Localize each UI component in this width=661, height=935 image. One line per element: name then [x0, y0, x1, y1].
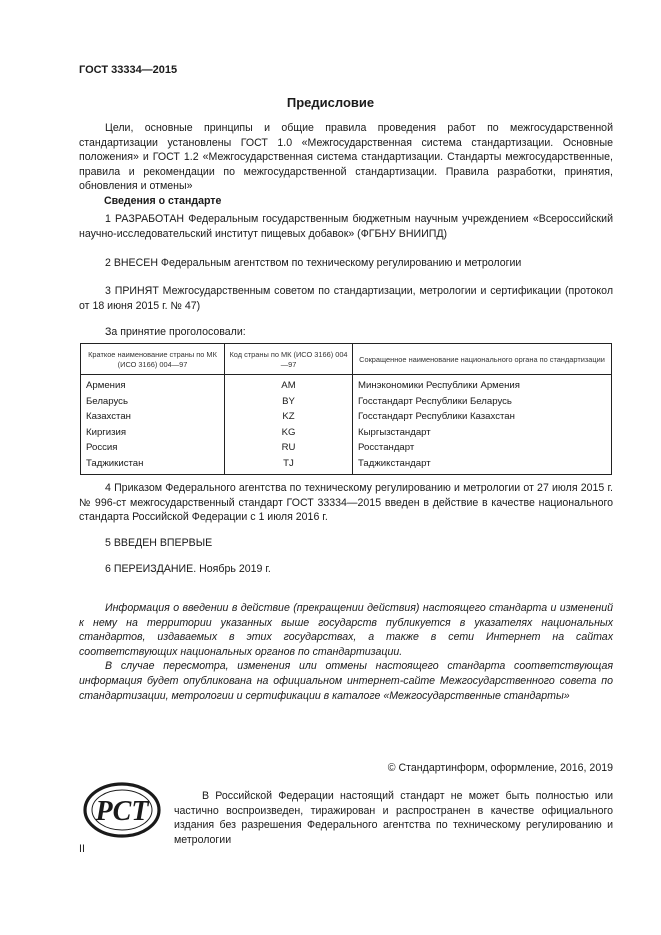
table-cell-authority: Росстандарт [353, 440, 612, 456]
table-cell-authority: Госстандарт Республики Казахстан [353, 409, 612, 425]
voting-table [80, 343, 612, 475]
item-accepted [79, 284, 613, 313]
table-cell-authority: Минэкономики Республики Армения [353, 375, 612, 394]
table-cell-authority: Госстандарт Республики Беларусь [353, 394, 612, 410]
section-heading: Сведения о стандарте [104, 195, 222, 207]
table-cell-code: TJ [225, 456, 353, 475]
reproduction-notice-text: В Российской Федерации настоящий стандарт не может быть полностью или частично воспроизведен, тиражирован и распространен в качестве официального издания без разрешения Федерального агентства по техническому регулированию и метрологии [174, 790, 613, 846]
table-cell-country: Россия [81, 440, 225, 456]
info-paragraph-2: В случае пересмотра, изменения или отмены настоящего стандарта соответствующая информация будет опубликована на официальном интернет-сайте Межгосударственного совета по стандартизации, метрологии и сертификации в каталоге «Межгосударственные стандарты» [79, 660, 613, 702]
item-introduced: 2 ВНЕСЕН Федеральным агентством по техническому регулированию и метрологии [105, 257, 522, 269]
table-cell-country: Казахстан [81, 409, 225, 425]
table-cell-country: Таджикистан [81, 456, 225, 475]
table-row [81, 425, 612, 441]
item-order [79, 481, 613, 525]
item-accepted-text: 3 ПРИНЯТ Межгосударственным советом по стандартизации, метрологии и сертификации (протокол от 18 июня 2015 г. № 47) [79, 285, 613, 312]
table-row [81, 375, 612, 394]
item-developed-text: 1 РАЗРАБОТАН Федеральным государственным бюджетным научным учреждением «Всероссийский научно-исследовательский институт пищевых добавок» (ФГБНУ ВНИИПД) [79, 213, 613, 240]
page-number: II [79, 843, 85, 855]
table-header-row [81, 344, 612, 375]
item-order-text: 4 Приказом Федерального агентства по техническому регулированию и метрологии от 27 июля 2015 г. № 996-ст межгосударственный стандарт ГОСТ 33334—2015 введен в действие в качестве национального стандарта Российской Федерации с 1 июля 2016 г. [79, 482, 613, 524]
table-header-code: Код страны по МК (ИСО 3166) 004—97 [225, 344, 353, 375]
table-row [81, 409, 612, 425]
intro-text: Цели, основные принципы и общие правила проведения работ по межгосударственной стандартизации установлены ГОСТ 1.0 «Межгосударственная система стандартизации. Основные положения» и ГОСТ 1.2 «Межгосударственная система стандартизации. Стандарты межгосударственные, правила и рекомендации по межгосударственной стандартизации. Правила разработки, принятия, обновления и отмены» [79, 122, 613, 193]
table-cell-authority: Таджикстандарт [353, 456, 612, 475]
info-paragraph-1: Информация о введении в действие (прекращении действия) настоящего стандарта и изменений к нему на территории указанных выше государств публикуется в указателях национальных стандартов, издаваемых в этих государствах, а также в сети Интернет на сайтах соответствующих национальных органов по стандартизации. [79, 602, 613, 658]
table-row [81, 456, 612, 475]
table-cell-code: KZ [225, 409, 353, 425]
table-cell-authority: Кыргызстандарт [353, 425, 612, 441]
logo-text: РСТ [95, 796, 149, 827]
rst-certification-mark-icon [83, 782, 161, 838]
voted-label: За принятие проголосовали: [105, 326, 246, 338]
table-cell-country: Киргизия [81, 425, 225, 441]
table-row [81, 394, 612, 410]
item-developed [79, 212, 613, 241]
reproduction-notice [174, 789, 613, 847]
page-title: Предисловие [286, 95, 375, 110]
table-cell-code: BY [225, 394, 353, 410]
copyright-line: © Стандартинформ, оформление, 2016, 2019 [387, 762, 613, 774]
rst-logo [83, 782, 161, 843]
table-header-country: Краткое наименование страны по МК (ИСО 3166) 004—97 [81, 344, 225, 375]
intro-paragraph [79, 121, 613, 194]
table-cell-country: Беларусь [81, 394, 225, 410]
document-code: ГОСТ 33334—2015 [79, 64, 178, 76]
table-cell-code: KG [225, 425, 353, 441]
table-cell-code: AM [225, 375, 353, 394]
table-header-authority: Сокращенное наименование национального органа по стандартизации [353, 344, 612, 375]
table-cell-code: RU [225, 440, 353, 456]
info-block [79, 601, 613, 703]
table-cell-country: Армения [81, 375, 225, 394]
item-reissue: 6 ПЕРЕИЗДАНИЕ. Ноябрь 2019 г. [105, 563, 271, 575]
item-first: 5 ВВЕДЕН ВПЕРВЫЕ [105, 537, 213, 549]
table-row [81, 440, 612, 456]
